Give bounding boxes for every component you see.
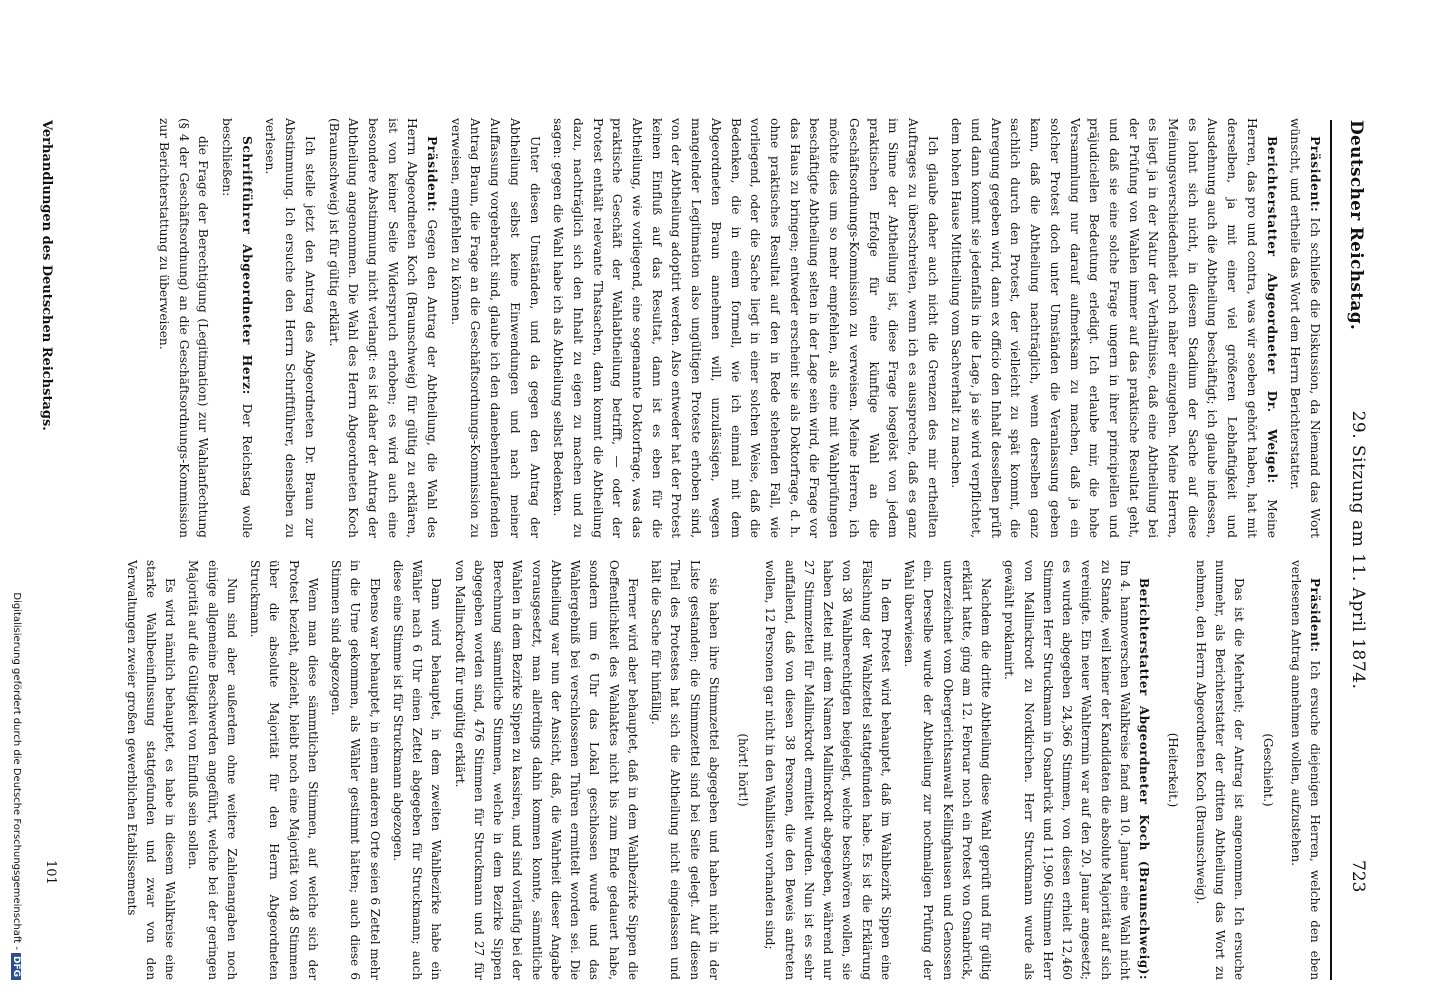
paragraph-text: Meine Herren, das pro und contra, was wir soeben gehört haben, hat mit derselben, ja mit einer viel größeren Lebhaftigkeit und Ausdehnung auch die Abtheilung beschäftigt; ich glaube indessen, es lohnt sich nicht, in diesem Stadium der Sache auf diese Meinungsverschiedenheit noch näher einzugehen. Meine Herren, es liegt ja in der Natur der Verhältnisse, daß eine Abtheilung bei der Prüfung von Wahlen immer auf das praktische Resultat geht, und daß sie eine solche Frage ungern in ihrer principiellen und präjudiciellen Bedeutung erledigt. Ich erlaube mir, die hohe Versammlung nur darauf aufmerksam zu machen, daß ja ein solcher Protest doch unter Umständen die Veranlassung geben kann, daß die Abtheilung nachträglich, wenn derselben ganz sachlich durch den Protest, der vielleicht zu spät kommt, die Anregung gegeben wird, dann ex officio den Inhalt desselben prüft und dann kommt sie jedenfalls in die Lage, ja sie wird verpflichtet, dem hohen Hause Mittheilung vom Sachverhalt zu machen. bbox=[949, 118, 1279, 539]
paragraph-text: Dann wird behauptet, in dem zweiten Wahlbezirke habe ein Wähler nach 6 Uhr einen Zettel abgegeben für Struckmann; auch diese eine Stimme ist für Struckmann abgezogen. bbox=[391, 560, 444, 980]
paragraph bbox=[946, 118, 1281, 538]
paragraph bbox=[646, 560, 723, 980]
paragraph bbox=[326, 560, 384, 980]
speaker-name: Präsident: bbox=[425, 136, 440, 213]
paragraph-text: (Heiterkeit.) bbox=[1166, 732, 1181, 808]
paragraph bbox=[733, 560, 752, 980]
speaker-name: Präsident: bbox=[1308, 136, 1322, 213]
speaker-name: Präsident: bbox=[1308, 578, 1322, 653]
paragraph-text: Gegen den Antrag der Abtheilung, die Wahl des Herrn Abgeordneten Koch (Braunschweig) für gültig zu erklären, ist von keiner Seite Widerspruch erhoben; es wird auch eine besondere Abstimmung nicht verlangt: es ist daher der Antrag der Abtheilung angenommen. Die Wahl des Herrn Abgeordneten Koch (Braunschweig) ist für gültig erklärt. bbox=[326, 118, 440, 539]
paragraph bbox=[1258, 560, 1277, 980]
header-page-number: 723 bbox=[1348, 860, 1368, 893]
paragraph bbox=[183, 560, 241, 980]
paragraph bbox=[245, 560, 322, 980]
digitization-note bbox=[11, 120, 22, 980]
paragraph bbox=[388, 560, 446, 980]
paragraph bbox=[1285, 118, 1324, 538]
paragraph-text: (Geschieht.) bbox=[1261, 733, 1276, 807]
paragraph bbox=[1286, 560, 1325, 980]
paragraph bbox=[323, 118, 441, 538]
dfg-logo: DFG bbox=[11, 953, 21, 980]
paragraph bbox=[899, 560, 995, 980]
left-column bbox=[149, 118, 1324, 538]
paragraph-text: Im 4. hannoverschen Wahlkreise fand am 10. Januar eine Wahl nicht zu Stande, weil keiner der Kandidaten die absolute Majorität auf sich vereinigte. Ein neuer Wahltermin war auf den 20. Januar angesetzt; es wurden abgegeben 24,366 Stimmen, von diesen erhielt 12,460 Stimmen Herr Struckmann in Osnabrück und 11,906 Stimmen Herr von Mallinckrodt zu Nordkirchen. Herr Struckmann wurde als gewählt proklamirt. bbox=[1002, 560, 1132, 980]
speaker-name: Berichterstatter Abgeordneter Dr. Weigel: bbox=[1264, 136, 1279, 484]
paragraph-text: Ich glaube daher auch nicht die Grenzen des mir ertheilten Auftrages zu überschreiten, wenn ich es ausspreche, daß es ganz im Sinne der Abtheilung ist, diese Frage losgelöst von jedem praktischen Erfolge für eine künftige Wahl an die Geschäftsordnungs-Kommission zu verweisen. Meine Herren, ich möchte dies um so mehr empfehlen, als eine mit Wahlprüfungen beschäftigte Abtheilung selten in der Lage sein wird, die Frage vor das Haus zu bringen; entweder erscheint sie als Doktorfrage, d. h. ohne praktisches Resultat auf den in Rede stehenden Fall, wie vorliegend, oder die Sache liegt in einer solchen Weise, daß die Bedenken, die in einem formell, wie ich einmal mit dem Abgeordneten Braun annehmen will, unzulässigen, wegen mangelnder Legitimation also ungültigen Proteste erhoben sind, von der Abtheilung adoptirt werden. Also entweder hat der Protest keinen Einfluß auf das Resultat, dann ist es eben für die Abtheilung, wie vorliegend, eine sogenannte Doktorfrage, was das praktische Geschäft der Wahlabtheilung betrifft, — oder der Protest enthält relevante Thatsachen, dann kommt die Abtheilung dazu, nachträglich sich den Inhalt zu eigen zu machen und zu sagen: gegen die Wahl habe ich als Abtheilung selbst Bedenken. bbox=[551, 118, 940, 538]
paragraph bbox=[999, 560, 1153, 980]
paragraph bbox=[548, 118, 942, 538]
paragraph-text: Ich ersuche diejenigen Herren, welche den eben verlesenen Antrag annehmen wollen, aufzustehen. bbox=[1288, 560, 1322, 980]
paragraph bbox=[1163, 560, 1182, 980]
paragraph bbox=[260, 118, 319, 538]
paragraph-text: (hört! hört!) bbox=[736, 733, 751, 807]
paragraph-text: Es wird nämlich behauptet, es habe in diesem Wahlkreise eine starke Wahlbeeinflussung stattgefunden und zwar von den Verwaltungen zweier großen gewerblichen Etablissements bbox=[124, 560, 178, 980]
paragraph bbox=[1191, 560, 1249, 980]
paragraph-text: Wenn man diese sämmtlichen Stimmen, auf welche sich der Protest bezieht, abzieht, bleibt noch eine Majorität von 48 Stimmen über die absolute Majorität für den Herrn Abgeordneten Struckmann. bbox=[248, 560, 320, 980]
right-column bbox=[118, 560, 1325, 980]
header-rule bbox=[1330, 120, 1332, 980]
paragraph-text: Nachdem die dritte Abtheilung diese Wahl geprüft und für gültig erklärt hatte, ging am 12. Februar noch ein Protest von Osnabrück, unterzeichnet vom Obergerichtsanwalt Kellinghausen und Genossen ein. Derselbe wurde der Abtheilung zur nochmaligen Prüfung der Wahl überwiesen. bbox=[902, 560, 994, 980]
paragraph bbox=[450, 560, 643, 980]
signature-mark: 101 bbox=[43, 860, 58, 885]
header-journal-title: Deutscher Reichstag. bbox=[1346, 120, 1366, 331]
paragraph-text: Ich stelle jetzt den Antrag des Abgeordneten Dr. Braun zur Abstimmung. Ich ersuche den Herrn Schriftführer, denselben zu verlesen. bbox=[263, 118, 317, 538]
paragraph-text: Das ist die Mehrheit; der Antrag ist angenommen. Ich ersuche nunmehr, als Berichterstatter der dritten Abtheilung das Wort zu nehmen, den Herrn Abgeordneten Koch (Braunschweig). bbox=[1193, 560, 1247, 980]
paragraph-text: Nun sind aber außerdem ohne weitere Zahlenangaben noch einige allgemeine Beschwerden angeführt, welche bei der geringen Majorität auf die Gültigkeit von Einfluß sein sollen. bbox=[186, 560, 239, 980]
paragraph-text: In dem Protest wird behauptet, daß im Wahlbezirk Sippen eine Fälschung der Wahlzettel stattgefunden habe. Es ist die Erklärung von 38 Wahlberechtigten beigelegt, welche beschwören wollen, sie haben Zettel mit dem Namen Mallinckrodt abgegeben, während nur 27 Stimmzettel für Mallinckrodt ermittelt wurden. Nun ist es sehr auffallend, daß von diesen 38 Personen, die den Beweis antreten wollen, 12 Personen gar nicht in den Wahllisten vorhanden sind; bbox=[763, 560, 893, 980]
paragraph bbox=[445, 118, 544, 538]
speaker-name: Berichterstatter Abgeordneter Koch (Braunschweig): bbox=[1137, 578, 1152, 980]
speaker-name: Schriftführer Abgeordneter Herz: bbox=[239, 136, 254, 395]
paragraph bbox=[122, 560, 180, 980]
footer-title: Verhandlungen des Deutschen Reichstags. bbox=[39, 120, 54, 431]
paragraph-text: Unter diesen Umständen, und da gegen den Antrag der Abtheilung selbst keine Einwendungen und nach meiner Auffassung vorgebracht sind, glaube ich den danebenherlaufenden Antrag Braun, die Frage an die Geschäftsordnungs-Kommission zu verweisen, empfehlen zu können. bbox=[448, 118, 542, 538]
paragraph-text: Ferner wird aber behauptet, daß in dem Wahlbezirke Sippen die Oeffentlichkeit des Wahlaktes nicht bis zum Ende gedauert habe, sondern um 6 Uhr das Lokal geschlossen wurde und das Wahlergebniß bei verschlossenen Thüren ermittelt worden sei. Die Abtheilung war nun der Ansicht, daß, die Wahrheit dieser Angabe vorausgesetzt, man allerdings dahin kommen konnte, sämmtliche Wahlen in dem Bezirke Sippen zu kassiren, und sind vorläufig bei der Berechnung sämmtliche Stimmen, welche in dem Bezirke Sippen abgegeben worden sind, 476 Stimmen für Struckmann und 27 für von Mallinckrodt für ungültig erklärt. bbox=[452, 560, 640, 980]
paragraph-text: sie haben ihre Stimmzettel abgegeben und haben nicht in der Liste gestanden; die Stimmzettel sind bei Seite gelegt. Auf diesen Theil des Protestes hat sich die Abtheilung nicht eingelassen und hält die Sache für hinfällig. bbox=[649, 560, 721, 980]
paragraph bbox=[153, 118, 212, 538]
paragraph bbox=[216, 118, 255, 538]
header-session-title: 29. Sitzung am 11. April 1874. bbox=[1348, 410, 1368, 690]
paragraph-text: die Frage der Berechtigung (Legitimation) zur Wahlanfechtung (§ 4 der Geschäftsordnung) an die Geschäftsordnungs-Kommission zur Berichterstattung zu überweisen. bbox=[156, 118, 211, 538]
paragraph-text: Ebenso war behauptet, in einem anderen Orte seien 6 Zettel mehr in die Urne gekommen, als Wähler gestimmt hätten; auch diese 6 Stimmen sind abgezogen. bbox=[329, 560, 382, 980]
paragraph bbox=[760, 560, 895, 980]
paragraph-text: Ich schließe die Diskussion, da Niemand das Wort wünscht, und ertheile das Wort dem Herrn Berichterstatter. bbox=[1288, 118, 1322, 539]
paragraph-text: Der Reichstag wolle beschließen: bbox=[220, 118, 254, 538]
digitization-text: Digitalisierung gefördert durch die Deutsche Forschungsgemeinschaft - bbox=[11, 592, 22, 950]
